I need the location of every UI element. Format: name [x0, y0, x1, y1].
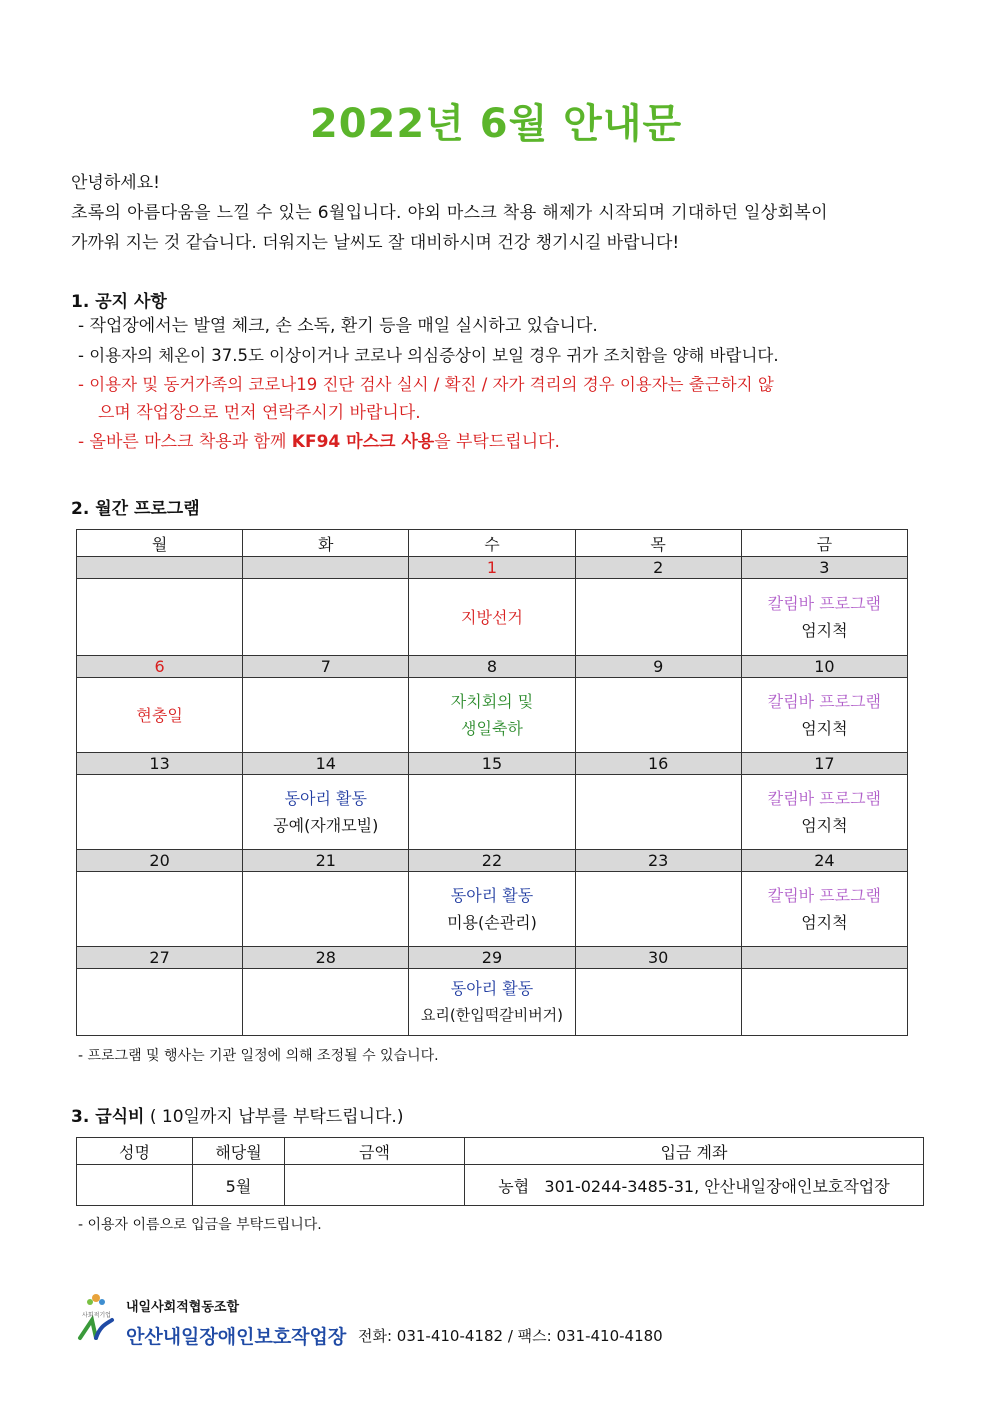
event-row [77, 579, 908, 656]
notice-item-2: - 이용자의 체온이 37.5도 이상이거나 코로나 의심증상이 보일 경우 귀가 조치함을 양해 바랍니다. [78, 346, 779, 365]
header-month: 해당월 [193, 1138, 285, 1165]
notice-heading: 1. 공지 사항 [71, 292, 167, 312]
event-cell [77, 579, 243, 656]
event-row [77, 678, 908, 753]
event-cell [575, 579, 741, 656]
meal-fee-table [76, 1137, 924, 1206]
date-row [77, 947, 908, 969]
event-cell [409, 969, 575, 1036]
date-cell [77, 557, 243, 579]
event-cell [409, 872, 575, 947]
contact-info: 전화: 031-410-4182 / 팩스: 031-410-4180 [358, 1327, 663, 1345]
meal-heading [71, 1102, 403, 1127]
event-cell [741, 579, 907, 656]
event-cell [575, 872, 741, 947]
weekday-wed: 수 [409, 530, 575, 557]
date-cell: 7 [243, 656, 409, 678]
notice-item-3-line-2: 으며 작업장으로 먼저 연락주시기 바랍니다. [98, 403, 421, 423]
date-cell: 22 [409, 850, 575, 872]
header-account: 입금 계좌 [465, 1138, 924, 1165]
event-cell [77, 775, 243, 850]
meal-heading-title: 3. 급식비 [71, 1107, 145, 1127]
date-cell: 16 [575, 753, 741, 775]
weekday-tue: 화 [243, 530, 409, 557]
value-amount [285, 1165, 465, 1206]
org-name-cooperative: 내일사회적협동조합 [126, 1300, 240, 1315]
event-cell [409, 775, 575, 850]
date-cell: 23 [575, 850, 741, 872]
date-cell: 20 [77, 850, 243, 872]
event-cell [409, 678, 575, 753]
event-cell [741, 872, 907, 947]
event-cell [243, 969, 409, 1036]
event-cell [77, 969, 243, 1036]
date-cell [243, 557, 409, 579]
event-text: 엄지척 [801, 913, 848, 932]
notice-item-4-suffix: 을 부탁드립니다. [434, 432, 560, 452]
org-name-workshop: 안산내일장애인보호작업장 [126, 1326, 347, 1348]
event-cell [77, 872, 243, 947]
header-name: 성명 [77, 1138, 193, 1165]
date-cell: 8 [409, 656, 575, 678]
event-text: 현충일 [136, 705, 183, 725]
date-cell: 17 [741, 753, 907, 775]
program-heading: 2. 월간 프로그램 [71, 499, 200, 519]
event-cell [243, 678, 409, 753]
event-cell [243, 579, 409, 656]
event-cell [575, 969, 741, 1036]
date-row [77, 753, 908, 775]
event-text: 엄지척 [801, 621, 848, 640]
logo-tag: 사회적기업 [82, 1312, 111, 1319]
date-cell: 1 [409, 557, 575, 579]
meal-table-header [77, 1138, 924, 1165]
date-cell: 14 [243, 753, 409, 775]
date-row [77, 850, 908, 872]
event-text: 칼림바 프로그램 [767, 692, 882, 711]
date-cell: 2 [575, 557, 741, 579]
event-cell [741, 678, 907, 753]
event-text: 생일축하 [461, 719, 523, 738]
date-cell: 27 [77, 947, 243, 969]
notice-item-4-emphasis: KF94 마스크 사용 [291, 432, 435, 452]
program-calendar [76, 529, 908, 1036]
calendar-header-row [77, 530, 908, 557]
date-cell: 10 [741, 656, 907, 678]
date-cell: 3 [741, 557, 907, 579]
event-text: 엄지척 [801, 816, 848, 835]
intro-greeting: 안녕하세요! [71, 173, 160, 193]
event-text: 칼림바 프로그램 [767, 886, 882, 905]
value-name [77, 1165, 193, 1206]
program-note: - 프로그램 및 행사는 기관 일정에 의해 조정될 수 있습니다. [78, 1048, 439, 1064]
date-cell: 6 [77, 656, 243, 678]
date-row [77, 656, 908, 678]
event-row [77, 775, 908, 850]
event-text: 미용(손관리) [447, 913, 537, 932]
event-text: 자치회의 및 [450, 692, 534, 711]
page-title: 2022년 6월 안내문 [309, 101, 683, 147]
notice-item-1: - 작업장에서는 발열 체크, 손 소독, 환기 등을 매일 실시하고 있습니다. [78, 316, 598, 336]
date-row [77, 557, 908, 579]
notice-item-3-line-1: - 이용자 및 동거가족의 코로나19 진단 검사 실시 / 확진 / 자가 격리의 경우 이용자는 출근하지 않 [78, 375, 774, 394]
event-cell [243, 872, 409, 947]
notice-item-4 [78, 428, 923, 457]
header-amount: 금액 [285, 1138, 465, 1165]
date-cell: 9 [575, 656, 741, 678]
event-cell [575, 678, 741, 753]
event-cell [77, 678, 243, 753]
date-cell: 29 [409, 947, 575, 969]
notice-list [78, 312, 923, 457]
event-row [77, 872, 908, 947]
date-cell: 30 [575, 947, 741, 969]
event-text: 동아리 활동 [450, 886, 534, 905]
event-text: 공예(자개모빌) [273, 816, 379, 835]
event-text: 동아리 활동 [450, 979, 534, 998]
weekday-thu: 목 [575, 530, 741, 557]
date-cell: 28 [243, 947, 409, 969]
date-cell: 21 [243, 850, 409, 872]
event-text: 요리(한입떡갈비버거) [420, 1006, 564, 1024]
weekday-mon: 월 [77, 530, 243, 557]
meal-table-row [77, 1165, 924, 1206]
notice-item-4-prefix: - 올바른 마스크 착용과 함께 [78, 432, 292, 452]
date-cell: 15 [409, 753, 575, 775]
date-cell: 24 [741, 850, 907, 872]
intro-line-2: 가까워 지는 것 같습니다. 더워지는 날씨도 잘 대비하시며 건강 챙기시길 바랍니다! [71, 233, 680, 253]
intro-text [71, 168, 923, 258]
event-text: 칼림바 프로그램 [767, 594, 882, 613]
event-cell [409, 579, 575, 656]
event-text: 칼림바 프로그램 [767, 789, 882, 808]
event-cell [243, 775, 409, 850]
date-cell [741, 947, 907, 969]
weekday-fri: 금 [741, 530, 907, 557]
event-text: 엄지척 [801, 719, 848, 738]
value-month: 5월 [193, 1165, 285, 1206]
event-text: 지방선거 [461, 607, 523, 627]
value-account: 농협 301-0244-3485-31, 안산내일장애인보호작업장 [465, 1165, 924, 1206]
meal-note: - 이용자 이름으로 입금을 부탁드립니다. [78, 1217, 322, 1233]
event-text: 동아리 활동 [284, 789, 367, 808]
event-row [77, 969, 908, 1036]
meal-heading-sub: ( 10일까지 납부를 부탁드립니다.) [144, 1107, 404, 1127]
event-cell [741, 969, 907, 1036]
intro-line-1: 초록의 아름다움을 느낄 수 있는 6월입니다. 야외 마스크 착용 해제가 시작되며 기대하던 일상회복이 [71, 203, 828, 223]
event-cell [575, 775, 741, 850]
event-cell [741, 775, 907, 850]
date-cell: 13 [77, 753, 243, 775]
